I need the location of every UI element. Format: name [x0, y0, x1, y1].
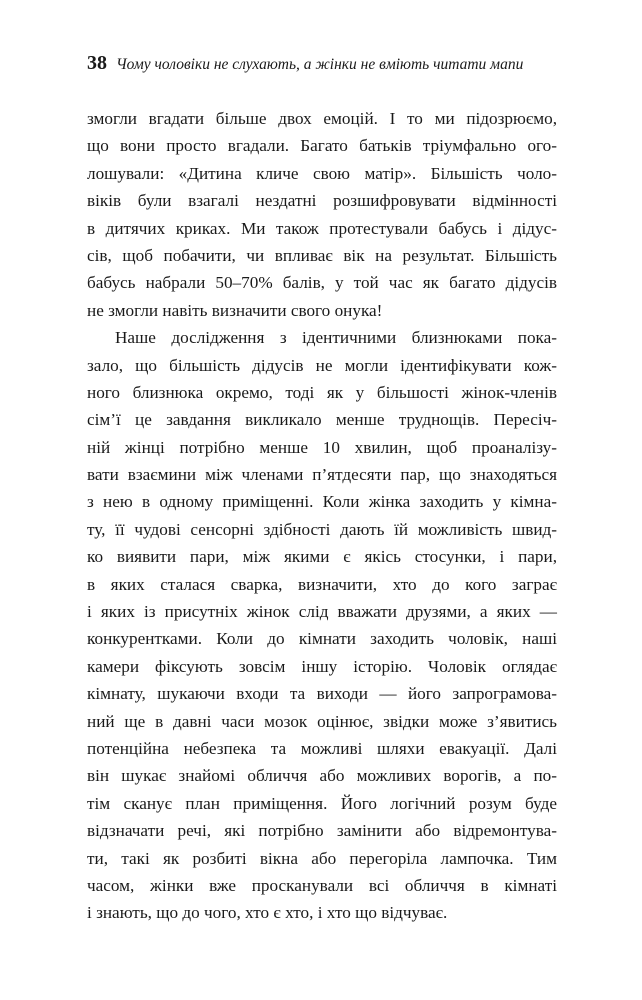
- text-line: вати взаємини між членами п’ятдесяти пар, що знаходяться: [87, 465, 557, 485]
- text-line: часом, жінки вже просканували всі обличчя в кімнаті: [87, 875, 557, 895]
- text-line: в яких сталася сварка, визначити, хто до кого заграє: [87, 574, 557, 594]
- text-line: не змогли навіть визначити свого онука!: [87, 300, 383, 320]
- text-line: сів, щоб побачити, чи впливає вік на результат. Більшість: [87, 245, 557, 265]
- text-line: відзначати речі, які потрібно замінити або відремонтува-: [87, 821, 557, 841]
- text-line: віків були взагалі нездатні розшифровувати відмінності: [87, 191, 557, 211]
- text-line: в дитячих криках. Ми також протестували бабусь і дідус-: [87, 218, 557, 238]
- page-number: 38: [87, 52, 107, 74]
- text-line: він шукає знайомі обличчя або можливих ворогів, а по-: [87, 766, 557, 786]
- text-line: ній жінці потрібно менше 10 хвилин, щоб проаналізу-: [87, 437, 557, 457]
- text-line: ту, її чудові сенсорні здібності дають їй можливість швид-: [87, 519, 557, 539]
- running-title: Чому чоловіки не слухають, а жінки не вміють читати мапи: [116, 56, 524, 73]
- running-head: [87, 50, 557, 76]
- body-text: [87, 105, 557, 927]
- text-line: бабусь набрали 50–70% балів, у той час як багато дідусів: [87, 273, 557, 293]
- text-line: конкурентками. Коли до кімнати заходить чоловік, наші: [87, 629, 557, 649]
- text-line: тім сканує план приміщення. Його логічний розум буде: [87, 793, 557, 813]
- text-line: і яких із присутніх жінок слід вважати друзями, а яких —: [87, 602, 557, 622]
- text-line: змогли вгадати більше двох емоцій. І то ми підозрюємо,: [87, 109, 557, 128]
- text-line: що вони просто вгадали. Багато батьків тріумфально ого-: [87, 136, 557, 156]
- text-line: кімнату, шукаючи входи та виходи — його запрограмова-: [87, 684, 557, 704]
- text-line: з нею в одному приміщенні. Коли жінка заходить у кімна-: [87, 492, 557, 512]
- text-line: камери фіксують зовсім іншу історію. Чоловік оглядає: [87, 656, 557, 676]
- text-line: зало, що більшість дідусів не могли ідентифікувати кож-: [87, 355, 557, 375]
- text-line: лошували: «Дитина кличе свою матір». Більшість чоло-: [87, 163, 557, 183]
- text-line: сім’ї це завдання викликало менше труднощів. Пересіч-: [87, 410, 557, 430]
- text-line: і знають, що до чого, хто є хто, і хто що відчуває.: [87, 903, 448, 923]
- text-line: ко виявити пари, між якими є якісь стосунки, і пари,: [87, 547, 557, 567]
- text-line: потенційна небезпека та можливі шляхи евакуації. Далі: [87, 738, 557, 758]
- text-line: ти, такі як розбиті вікна або перегоріла лампочка. Тим: [87, 848, 557, 868]
- text-line: Наше дослідження з ідентичними близнюками пока-: [115, 328, 557, 348]
- text-line: ний ще в давні часи мозок оцінює, звідки може з’явитись: [87, 711, 557, 731]
- text-line: ного близнюка окремо, тоді як у більшості жінок-членів: [87, 382, 557, 402]
